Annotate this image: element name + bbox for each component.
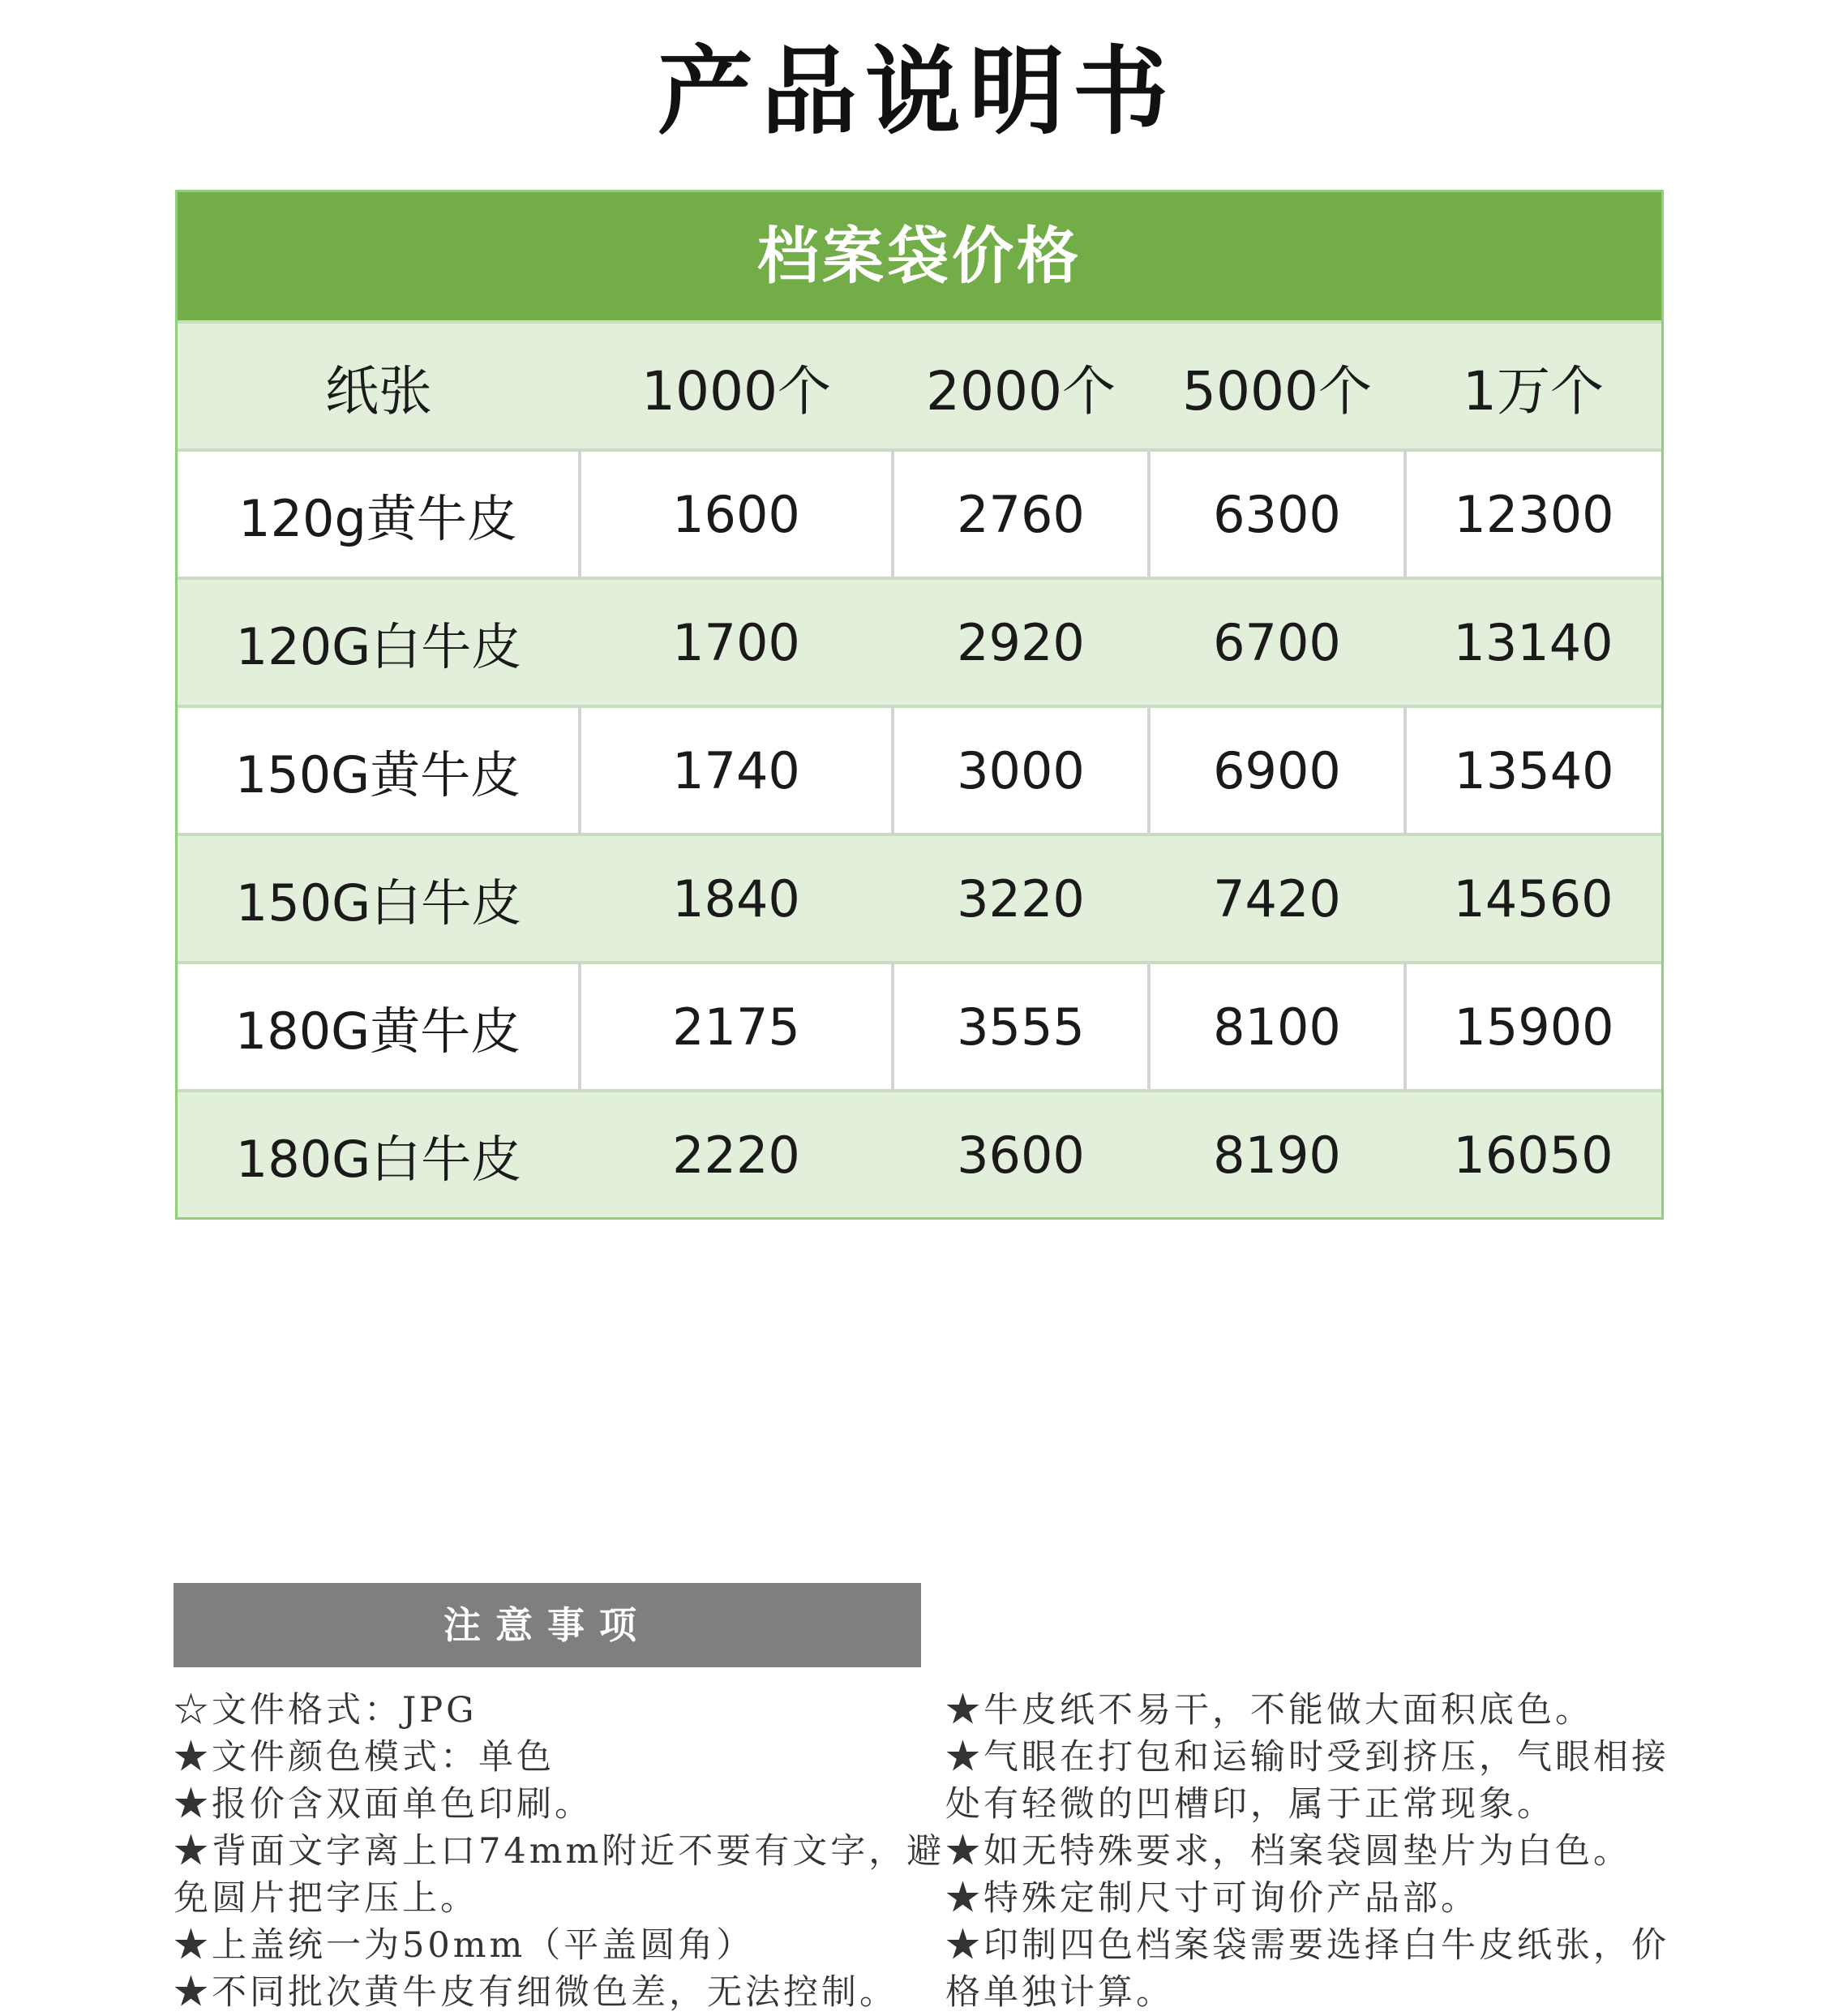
- price-cell: 12300: [1405, 450, 1661, 578]
- table-header-row: [178, 322, 1661, 450]
- note-item: ☆文件格式：JPG: [174, 1690, 478, 1731]
- price-cell: 8100: [1149, 963, 1405, 1091]
- paper-type-cell: 180G黄牛皮: [178, 963, 580, 1091]
- note-item: ★印制四色档案袋需要选择白牛皮纸张，价格单独计算。: [945, 1925, 1669, 2013]
- price-cell: 6900: [1149, 706, 1405, 834]
- price-cell: 1740: [580, 706, 893, 834]
- notes-list-right: [945, 1687, 1675, 2016]
- price-cell: 2760: [893, 450, 1149, 578]
- note-item: ★气眼在打包和运输时受到挤压，气眼相接处有轻微的凹槽印，属于正常现象。: [945, 1737, 1669, 1825]
- table-row: [178, 834, 1661, 963]
- price-cell: 2175: [580, 963, 893, 1091]
- paper-type-cell: 120g黄牛皮: [178, 450, 580, 578]
- paper-type-cell: 150G白牛皮: [178, 834, 580, 963]
- price-cell: 1600: [580, 450, 893, 578]
- price-cell: 6700: [1149, 578, 1405, 706]
- note-item: ★牛皮纸不易干，不能做大面积底色。: [945, 1690, 1593, 1731]
- price-cell: 15900: [1405, 963, 1661, 1091]
- price-cell: 2920: [893, 578, 1149, 706]
- table-row: [178, 578, 1661, 706]
- price-cell: 7420: [1149, 834, 1405, 963]
- price-cell: 3555: [893, 963, 1149, 1091]
- table-row: [178, 706, 1661, 834]
- paper-type-cell: 150G黄牛皮: [178, 706, 580, 834]
- note-item: ★特殊定制尺寸可询价产品部。: [945, 1878, 1479, 1919]
- price-cell: 13540: [1405, 706, 1661, 834]
- notes-list-left: [174, 1687, 952, 2016]
- column-header-paper: 纸张: [178, 322, 580, 450]
- price-cell: 2220: [580, 1091, 893, 1217]
- note-item: ★不同批次黄牛皮有细微色差，无法控制。: [174, 1972, 898, 2013]
- note-item: ★报价含双面单色印刷。: [174, 1784, 593, 1825]
- note-item: ★背面文字离上口74mm附近不要有文字，避免圆片把字压上。: [174, 1831, 945, 1919]
- page-title: 产品说明书: [657, 36, 1176, 148]
- price-cell: 1840: [580, 834, 893, 963]
- table-row: [178, 1091, 1661, 1217]
- column-header-1000: 1000个: [580, 322, 893, 450]
- price-table: [178, 320, 1661, 1217]
- column-header-10000: 1万个: [1405, 322, 1661, 450]
- price-cell: 8190: [1149, 1091, 1405, 1217]
- note-item: ★文件颜色模式：单色: [174, 1737, 555, 1778]
- paper-type-cell: 180G白牛皮: [178, 1091, 580, 1217]
- price-cell: 14560: [1405, 834, 1661, 963]
- paper-type-cell: 120G白牛皮: [178, 578, 580, 706]
- price-cell: 3600: [893, 1091, 1149, 1217]
- price-table-title: 档案袋价格: [178, 192, 1661, 320]
- price-cell: 1700: [580, 578, 893, 706]
- price-table-container: [175, 190, 1664, 1220]
- table-row: [178, 450, 1661, 578]
- column-header-2000: 2000个: [893, 322, 1149, 450]
- price-cell: 3000: [893, 706, 1149, 834]
- price-cell: 16050: [1405, 1091, 1661, 1217]
- notes-title: 注意事项: [174, 1583, 921, 1667]
- price-cell: 6300: [1149, 450, 1405, 578]
- note-item: ★如无特殊要求，档案袋圆垫片为白色。: [945, 1831, 1631, 1872]
- column-header-5000: 5000个: [1149, 322, 1405, 450]
- note-item: ★上盖统一为50mm（平盖圆角）: [174, 1925, 755, 1966]
- price-cell: 13140: [1405, 578, 1661, 706]
- price-cell: 3220: [893, 834, 1149, 963]
- table-row: [178, 963, 1661, 1091]
